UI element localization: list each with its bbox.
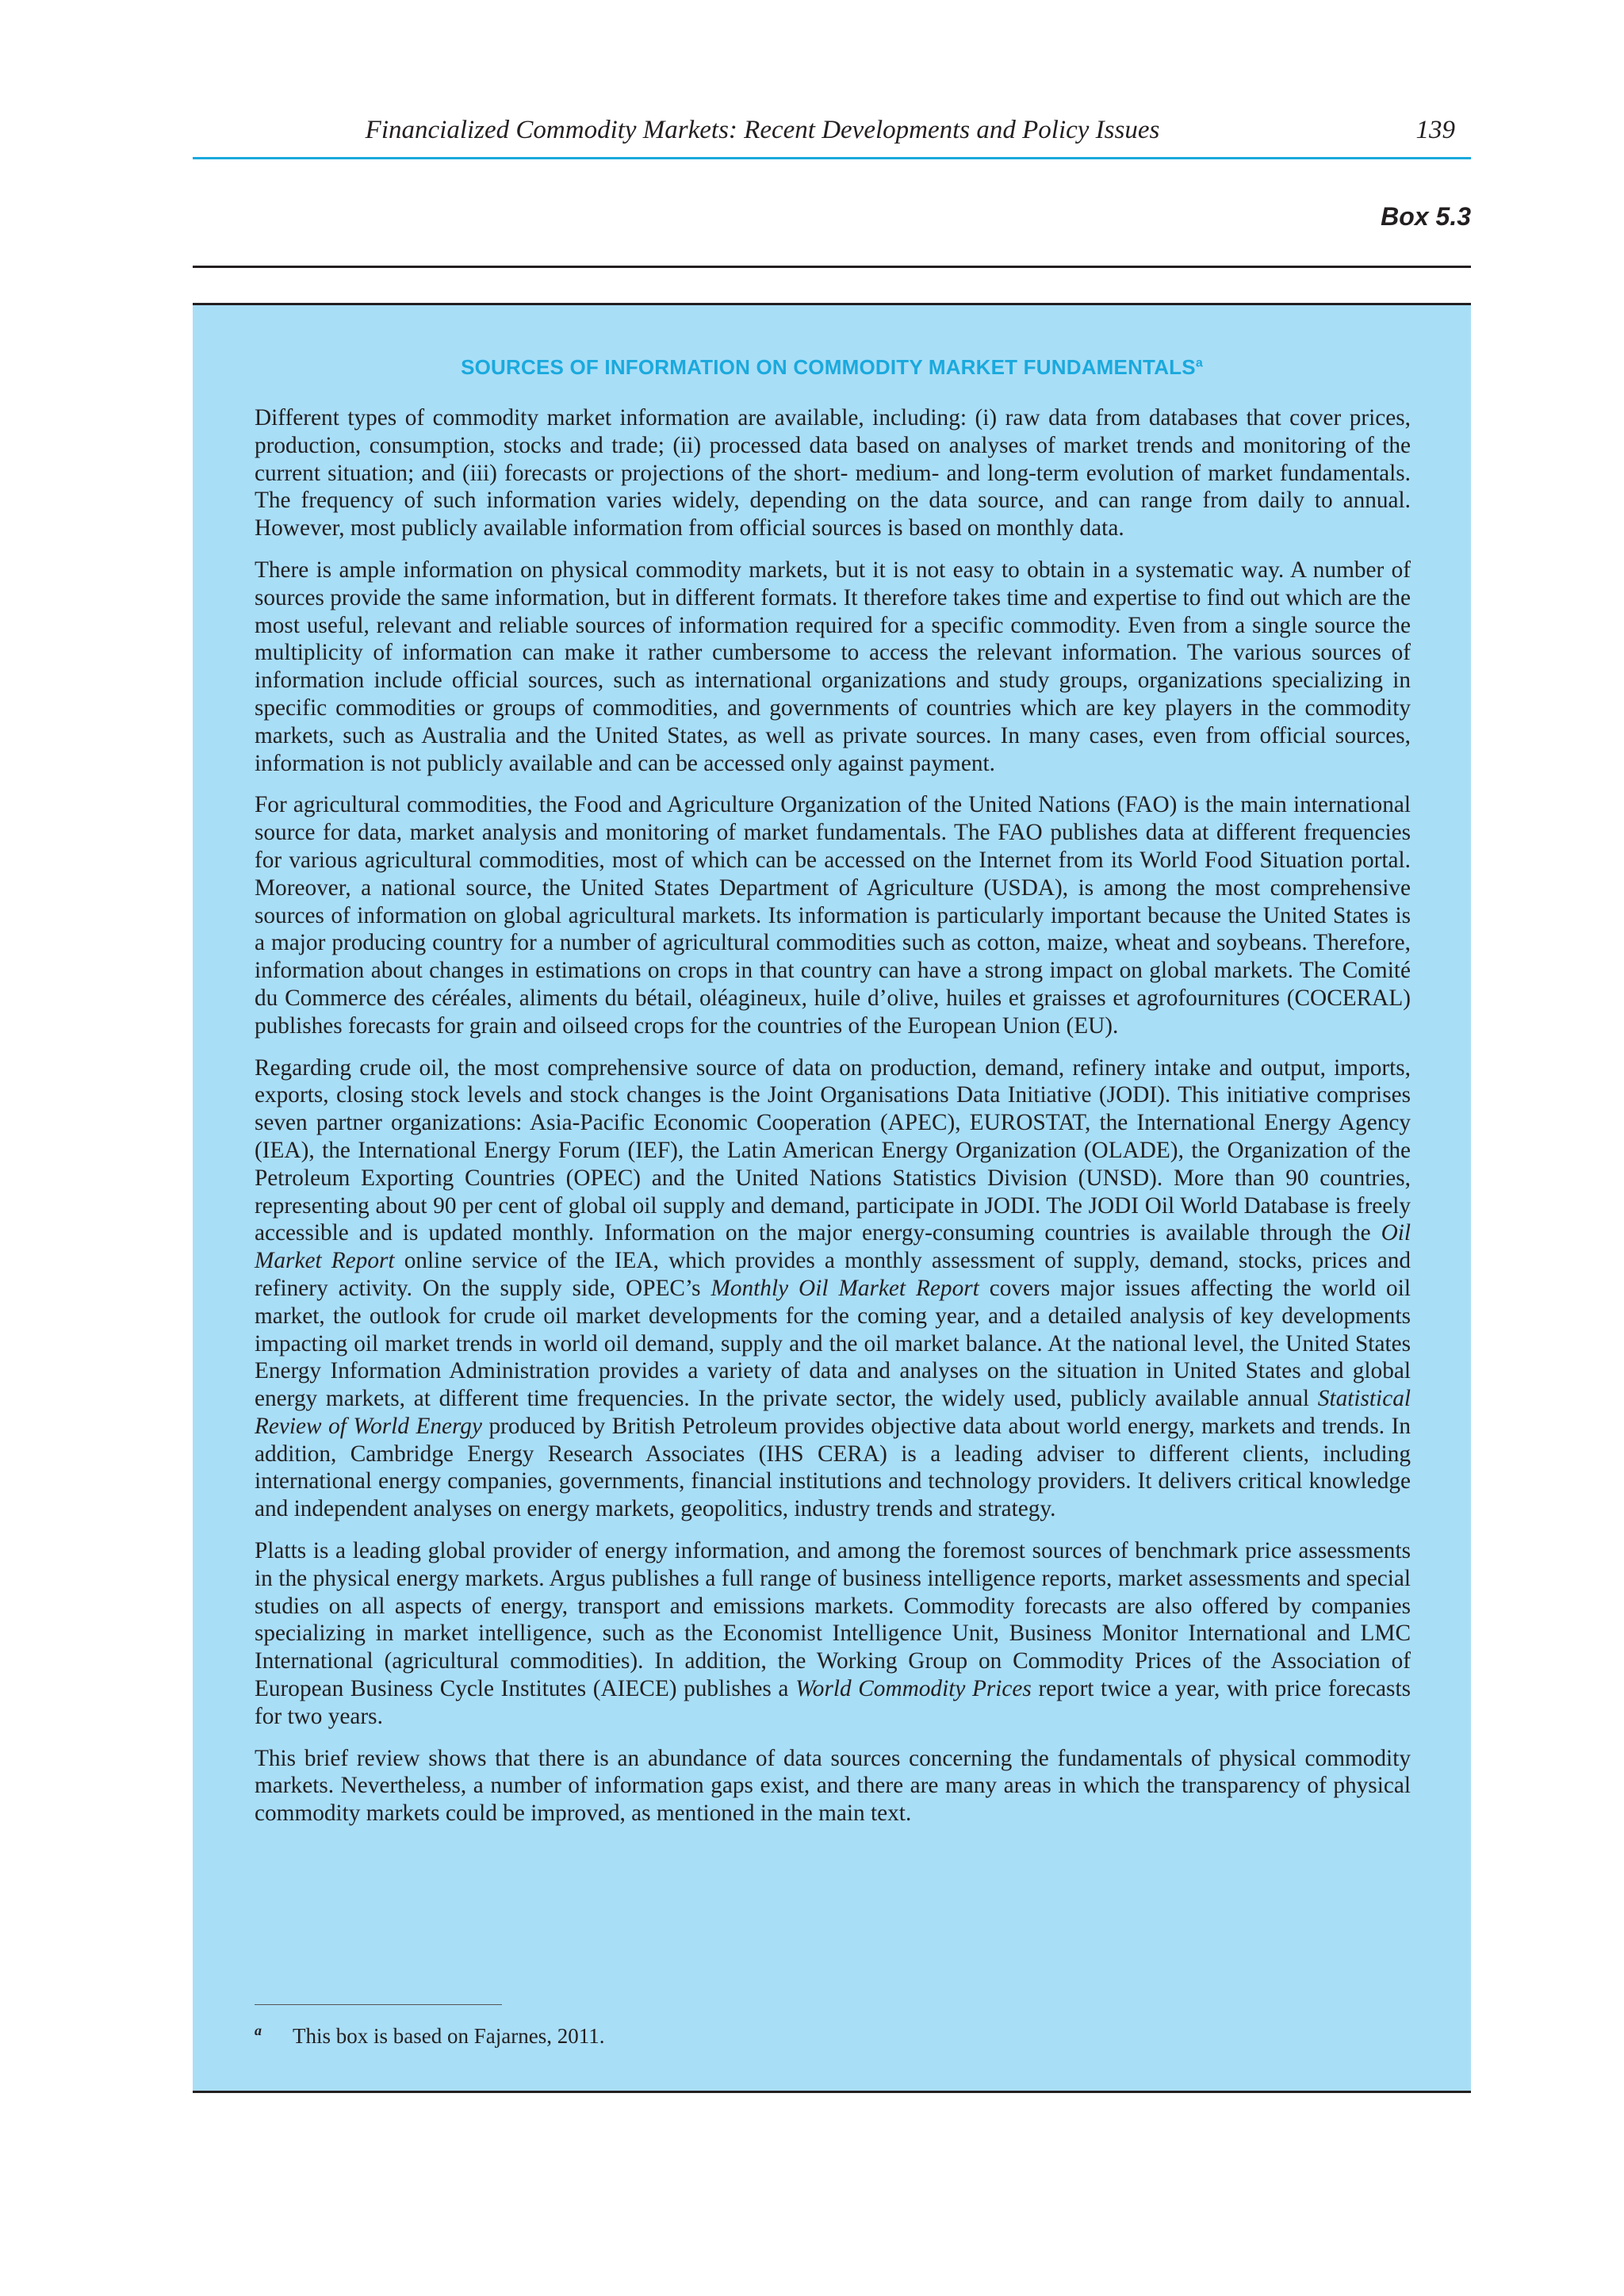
p4-text-1: Regarding crude oil, the most comprehensive source of data on production, demand, refinery intake and output, imports, exports, closing stock levels and stock changes is the Joint Organisations Data Initiative (JODI). This initiative comprises seven partner organizations: Asia-Pacific Economic Cooperation (APEC), EUROSTAT, the International Energy Agency (IEA), the International Energy Forum (IEF), the Latin American Energy Organization (OLADE), the Organization of the Petroleum Exporting Countries (OPEC) and the United Nations Statistics Division (UNSD). More than 90 countries, representing about 90 per cent of global oil supply and demand, participate in JODI. The JODI Oil World Database is freely accessible and is updated monthly. Information on the major energy-consuming countries is available through the (255, 1054, 1411, 1246)
p5-text-2: report twice a year, with price forecasts for two years. (255, 1676, 1411, 1729)
running-title: Financialized Commodity Markets: Recent Developments and Policy Issues (365, 116, 1160, 144)
p4-italic-statistical-review: Statistical Review of World Energy (255, 1386, 1411, 1439)
p5-italic-world-commodity-prices: World Commodity Prices (795, 1676, 1032, 1702)
p4-text-2: online service of the IEA, which provides a monthly assessment of supply, demand, stocks, prices and refinery activity. On the supply side, OPEC’s (255, 1248, 1411, 1301)
paragraph-6: This brief review shows that there is an abundance of data sources concerning the fundamentals of physical commodity markets. Nevertheless, a number of information gaps exist, and there are many areas in which the transparency of physical commodity markets could be improved, as mentioned in the main text. (255, 1745, 1411, 1827)
p5-text-1: Platts is a leading global provider of energy information, and among the foremost sources of benchmark price assessments in the physical energy markets. Argus publishes a full range of business intelligence reports, market assessments and special studies on all aspects of energy, transport and emissions markets. Commodity forecasts are also offered by companies specializing in market intelligence, such as the Economist Intelligence Unit, Business Monitor International and LMC International (agricultural commodities). In addition, the Working Group on Commodity Prices of the Association of European Business Cycle Institutes (AIECE) publishes a (255, 1538, 1411, 1702)
top-rule (193, 266, 1471, 268)
p4-italic-monthly-oil-market-report: Monthly Oil Market Report (710, 1275, 979, 1301)
paragraph-1: Different types of commodity market information are available, including: (i) raw data from databases that cover prices, production, consumption, stocks and trade; (ii) processed data based on analyses of market trends and monitoring of the current situation; and (iii) forecasts or projections of the short- medium- and long-term evolution of market fundamentals. The frequency of such information varies widely, depending on the data source, and can range from daily to annual. However, most publicly available information from official sources is based on monthly data. (255, 405, 1411, 541)
p4-text-4: produced by British Petroleum provides objective data about world energy, markets and trends. In addition, Cambridge Energy Research Associates (IHS CERA) is a leading adviser to different clients, including international energy companies, governments, financial institutions and technology providers. It delivers critical knowledge and independent analyses on energy markets, geopolitics, industry trends and strategy. (255, 1413, 1411, 1522)
box-title (193, 355, 1471, 380)
page-number: 139 (1415, 116, 1455, 144)
page-header (193, 109, 1471, 159)
paragraph-2: There is ample information on physical commodity markets, but it is not easy to obtain in a systematic way. A number of sources provide the same information, but in different formats. It therefore takes time and expertise to find out which are the most useful, relevant and reliable sources of information required for a specific commodity. Even from a single source the multiplicity of information can make it rather cumbersome to access the relevant information. The various sources of information include official sources, such as international organizations and study groups, organizations specializing in specific commodities or groups of commodities, and governments of countries which are key players in the commodity markets, such as Australia and the United States, as well as private sources. In many cases, even from official sources, information is not publicly available and can be accessed only against payment. (255, 557, 1411, 776)
footnote-mark: a (255, 2022, 262, 2038)
footnote-text: This box is based on Fajarnes, 2011. (293, 2024, 605, 2048)
footnote-rule (255, 2004, 502, 2005)
paragraph-5 (255, 1537, 1411, 1731)
box-body (255, 404, 1411, 1842)
paragraph-4 (255, 1054, 1411, 1524)
box-label: Box 5.3 (1381, 202, 1471, 231)
box-title-text: SOURCES OF INFORMATION ON COMMODITY MARKET FUNDAMENTALS (461, 355, 1196, 379)
info-box (193, 303, 1471, 2093)
box-title-footnote-mark: a (1195, 356, 1203, 370)
p4-italic-oil-market-report: Oil Market Report (255, 1220, 1411, 1274)
footnote (255, 2024, 604, 2049)
paragraph-3: For agricultural commodities, the Food and Agriculture Organization of the United Nations (FAO) is the main international source for data, market analysis and monitoring of market fundamentals. The FAO publishes data at different frequencies for various agricultural commodities, most of which can be accessed on the Internet from its World Food Situation portal. Moreover, a national source, the United States Department of Agriculture (USDA), is among the most comprehensive sources of information on global agricultural markets. Its information is particularly important because the United States is a major producing country for a number of agricultural commodities such as cotton, maize, wheat and soybeans. Therefore, information about changes in estimations on crops in that country can have a strong impact on global markets. The Comité du Commerce des céréales, aliments du bétail, oléagineux, huile d’olive, huiles et graisses et agrofournitures (COCERAL) publishes forecasts for grain and oilseed crops for the countries of the European Union (EU). (255, 792, 1411, 1039)
p4-text-3: covers major issues affecting the world oil market, the outlook for crude oil market developments for the coming year, and a detailed analysis of key developments impacting oil market trends in world oil demand, supply and the oil market balance. At the national level, the United States Energy Information Administration provides a variety of data and analyses on the situation in United States and global energy markets, at different time frequencies. In the private sector, the widely used, publicly available annual (255, 1275, 1411, 1412)
